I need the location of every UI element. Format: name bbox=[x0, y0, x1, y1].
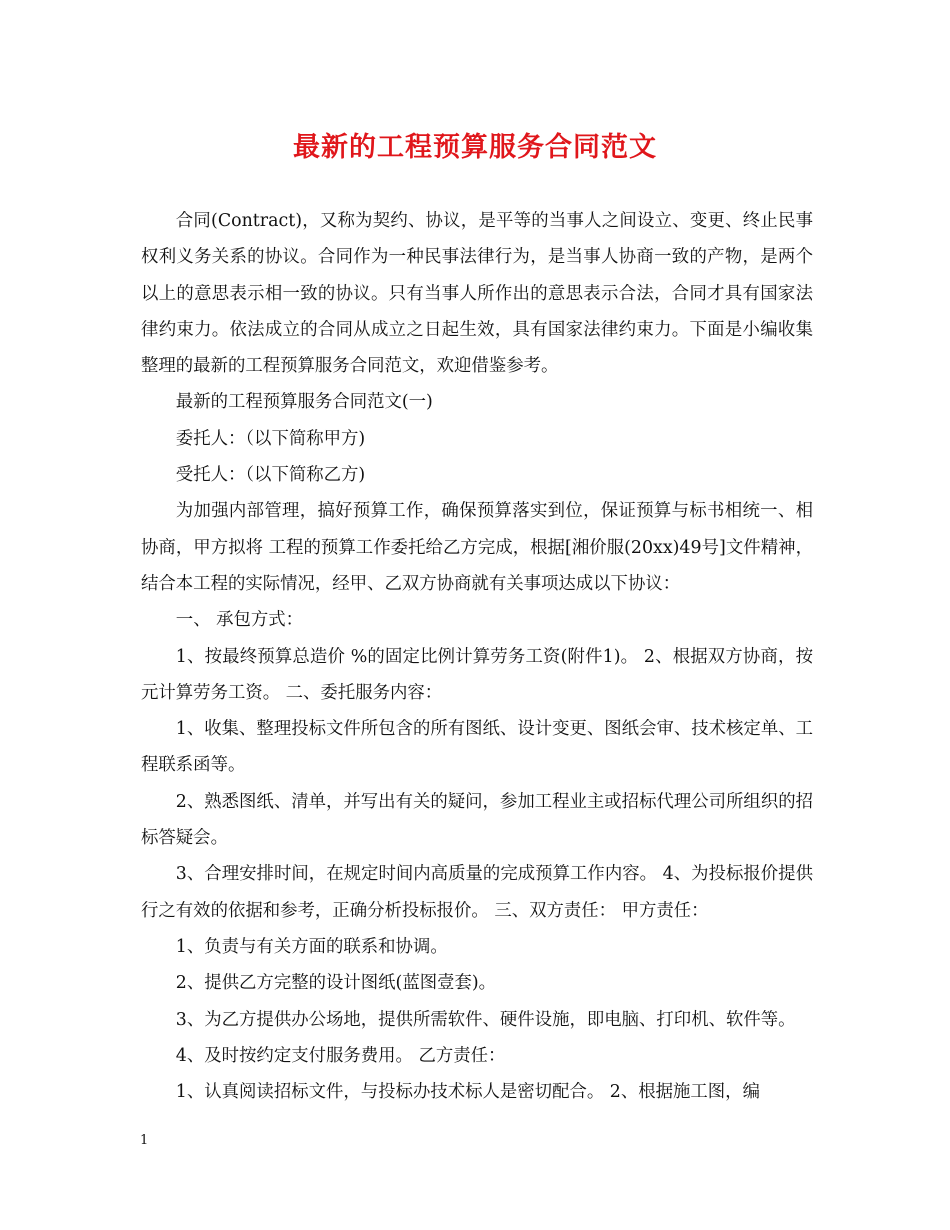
document-title: 最新的工程预算服务合同范文 bbox=[293, 132, 657, 163]
paragraph-section-one: 一、 承包方式： bbox=[175, 610, 304, 631]
paragraph-service-3-4: 3、合理安排时间，在规定时间内高质量的完成预算工作内容。 4、为投标报价提供行之有效的依据和参考，正确分析投标报价。 三、双方责任： 甲方责任： bbox=[141, 864, 813, 921]
paragraph-principal: 委托人：（以下简称甲方) bbox=[175, 428, 366, 449]
paragraph-sample-heading: 最新的工程预算服务合同范文(一) bbox=[175, 392, 433, 413]
paragraph-party-b-duty-1: 1、认真阅读招标文件，与投标办技术标人是密切配合。 2、根据施工图，编 bbox=[175, 1082, 760, 1103]
paragraph-service-1: 1、收集、整理投标文件所包含的所有图纸、设计变更、图纸会审、技术核定单、工程联系函等。 bbox=[141, 719, 813, 776]
paragraph-party-a-duty-1: 1、负责与有关方面的联系和协调。 bbox=[175, 936, 448, 957]
paragraph-party-a-duty-2: 2、提供乙方完整的设计图纸(蓝图壹套)。 bbox=[175, 973, 497, 994]
paragraph-party-a-duty-4: 4、及时按约定支付服务费用。 乙方责任： bbox=[175, 1045, 506, 1066]
paragraph-contract-method: 1、按最终预算总造价 %的固定比例计算劳务工资(附件1)。 2、根据双方协商，按 元计算劳务工资。 二、委托服务内容： bbox=[141, 646, 813, 703]
paragraph-service-2: 2、熟悉图纸、清单，并写出有关的疑问，参加工程业主或招标代理公司所组织的招标答疑会。 bbox=[141, 791, 813, 849]
page-number: 1 bbox=[140, 1133, 149, 1148]
document-body bbox=[141, 203, 813, 1110]
paragraph-intro: 合同(Contract)，又称为契约、协议，是平等的当事人之间设立、变更、终止民事权利义务关系的协议。合同作为一种民事法律行为，是当事人协商一致的产物，是两个以上的意思表示相一致的协议。只有当事人所作出的意思表示合法，合同才具有国家法律约束力。依法成立的合同从成立之日起生效，具有国家法律约束力。下面是小编收集整理的最新的工程预算服务合同范文，欢迎借鉴参考。 bbox=[141, 211, 813, 377]
paragraph-preamble: 为加强内部管理，搞好预算工作，确保预算落实到位，保证预算与标书相统一、相协商，甲方拟将 工程的预算工作委托给乙方完成，根据[湘价服(20xx)49号]文件精神，结合本工程的实际情况，经甲、乙双方协商就有关事项达成以下协议： bbox=[141, 501, 813, 594]
paragraph-party-a-duty-3: 3、为乙方提供办公场地，提供所需软件、硬件设施，即电脑、打印机、软件等。 bbox=[175, 1009, 796, 1030]
paragraph-agent: 受托人：（以下简称乙方) bbox=[175, 465, 366, 486]
